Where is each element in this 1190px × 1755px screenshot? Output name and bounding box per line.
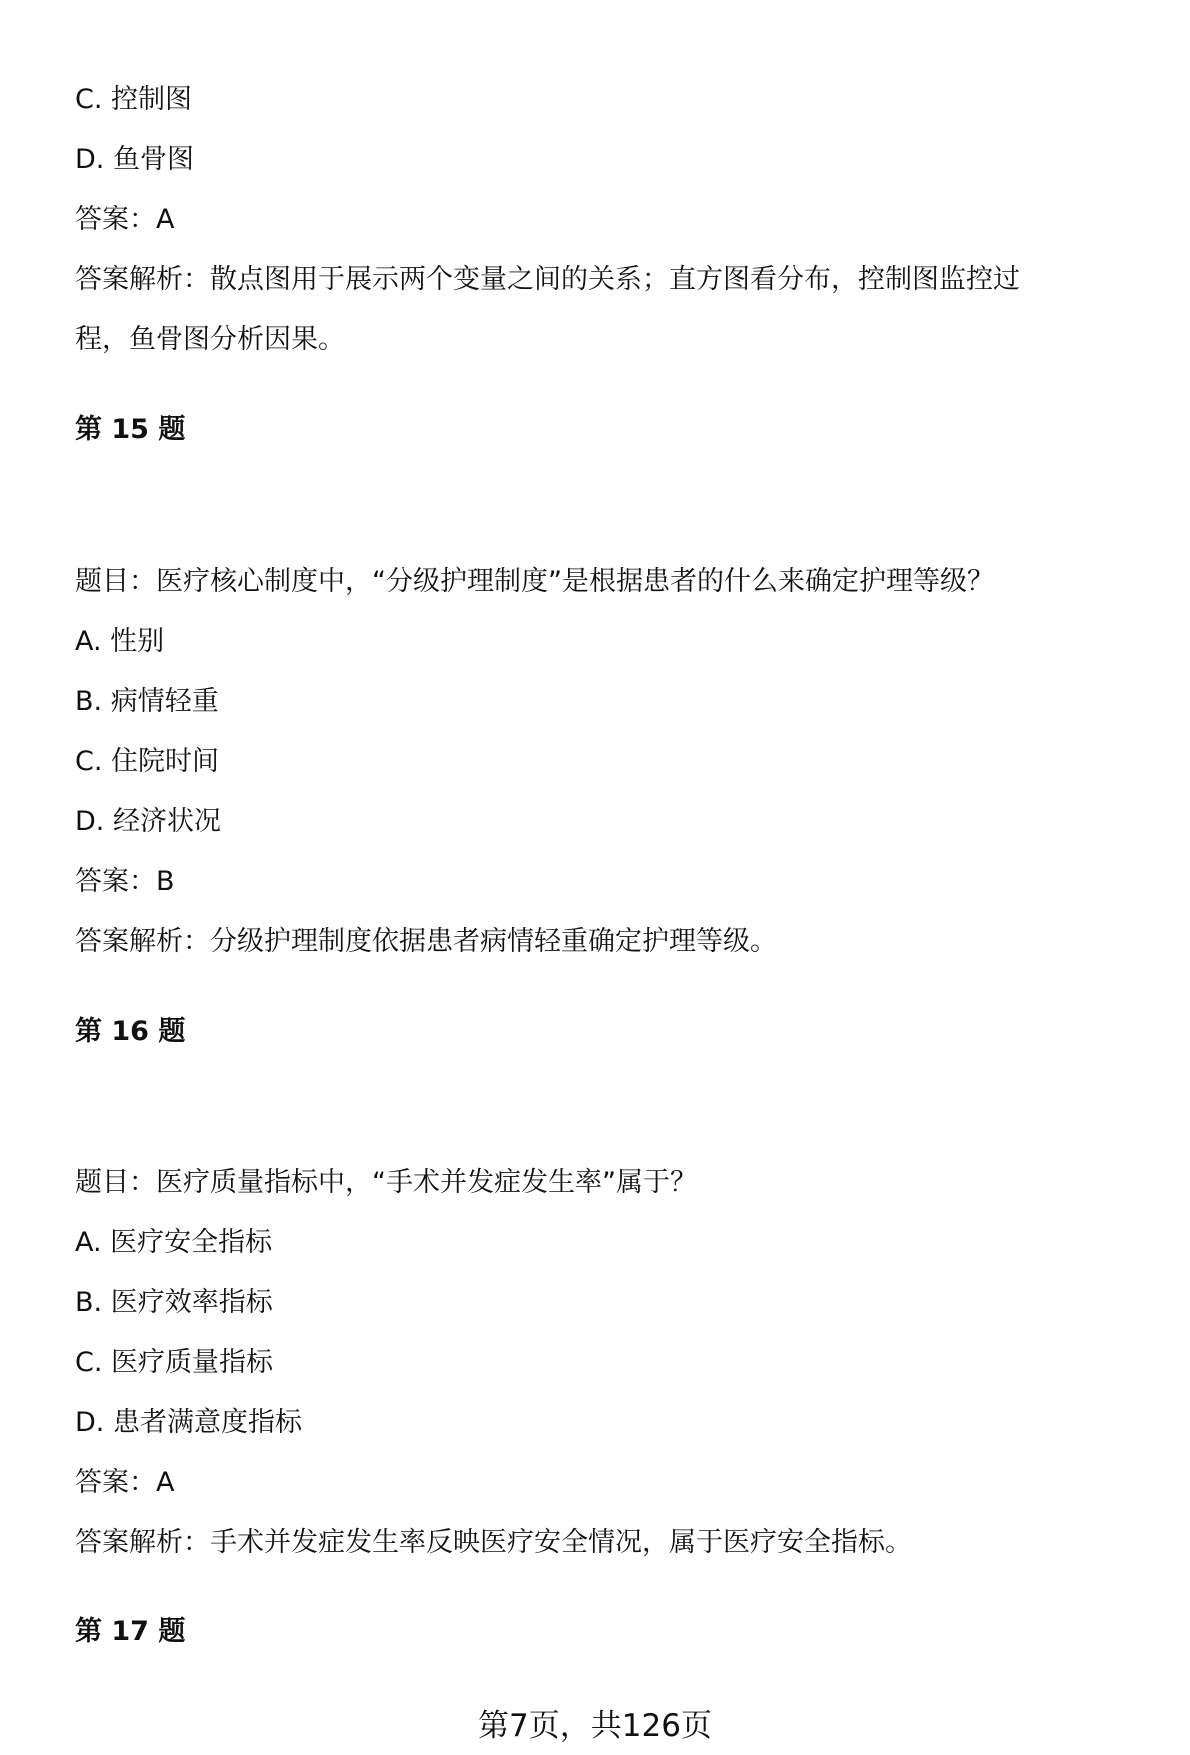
q15-heading: 第 15 题	[75, 414, 186, 445]
q16-option-a: A. 医疗安全指标	[75, 1227, 273, 1258]
q16-heading: 第 16 题	[75, 1016, 186, 1047]
q16-question: 题目：医疗质量指标中，“手术并发症发生率”属于？	[75, 1167, 697, 1198]
q16-analysis: 答案解析：手术并发症发生率反映医疗安全情况，属于医疗安全指标。	[75, 1527, 912, 1558]
q15-option-a: A. 性别	[75, 626, 165, 657]
q15-question: 题目：医疗核心制度中，“分级护理制度”是根据患者的什么来确定护理等级？	[75, 566, 994, 597]
q17-heading: 第 17 题	[75, 1616, 186, 1647]
q15-analysis: 答案解析：分级护理制度依据患者病情轻重确定护理等级。	[75, 926, 777, 957]
q15-option-c: C. 住院时间	[75, 746, 220, 777]
q16-answer: 答案：A	[75, 1467, 175, 1498]
q15-answer: 答案：B	[75, 866, 175, 897]
q14-option-c: C. 控制图	[75, 84, 193, 115]
q15-option-d: D. 经济状况	[75, 806, 221, 837]
q15-option-b: B. 病情轻重	[75, 686, 219, 717]
q16-option-b: B. 医疗效率指标	[75, 1287, 273, 1318]
q16-option-c: C. 医疗质量指标	[75, 1347, 274, 1378]
q16-option-d: D. 患者满意度指标	[75, 1407, 302, 1438]
q14-analysis-line-1: 答案解析：散点图用于展示两个变量之间的关系；直方图看分布，控制图监控过	[75, 264, 1020, 295]
q14-analysis-line-2: 程，鱼骨图分析因果。	[75, 324, 345, 355]
q14-answer: 答案：A	[75, 204, 175, 235]
page-indicator: 第7页，共126页	[478, 1708, 712, 1744]
q14-option-d: D. 鱼骨图	[75, 144, 194, 175]
